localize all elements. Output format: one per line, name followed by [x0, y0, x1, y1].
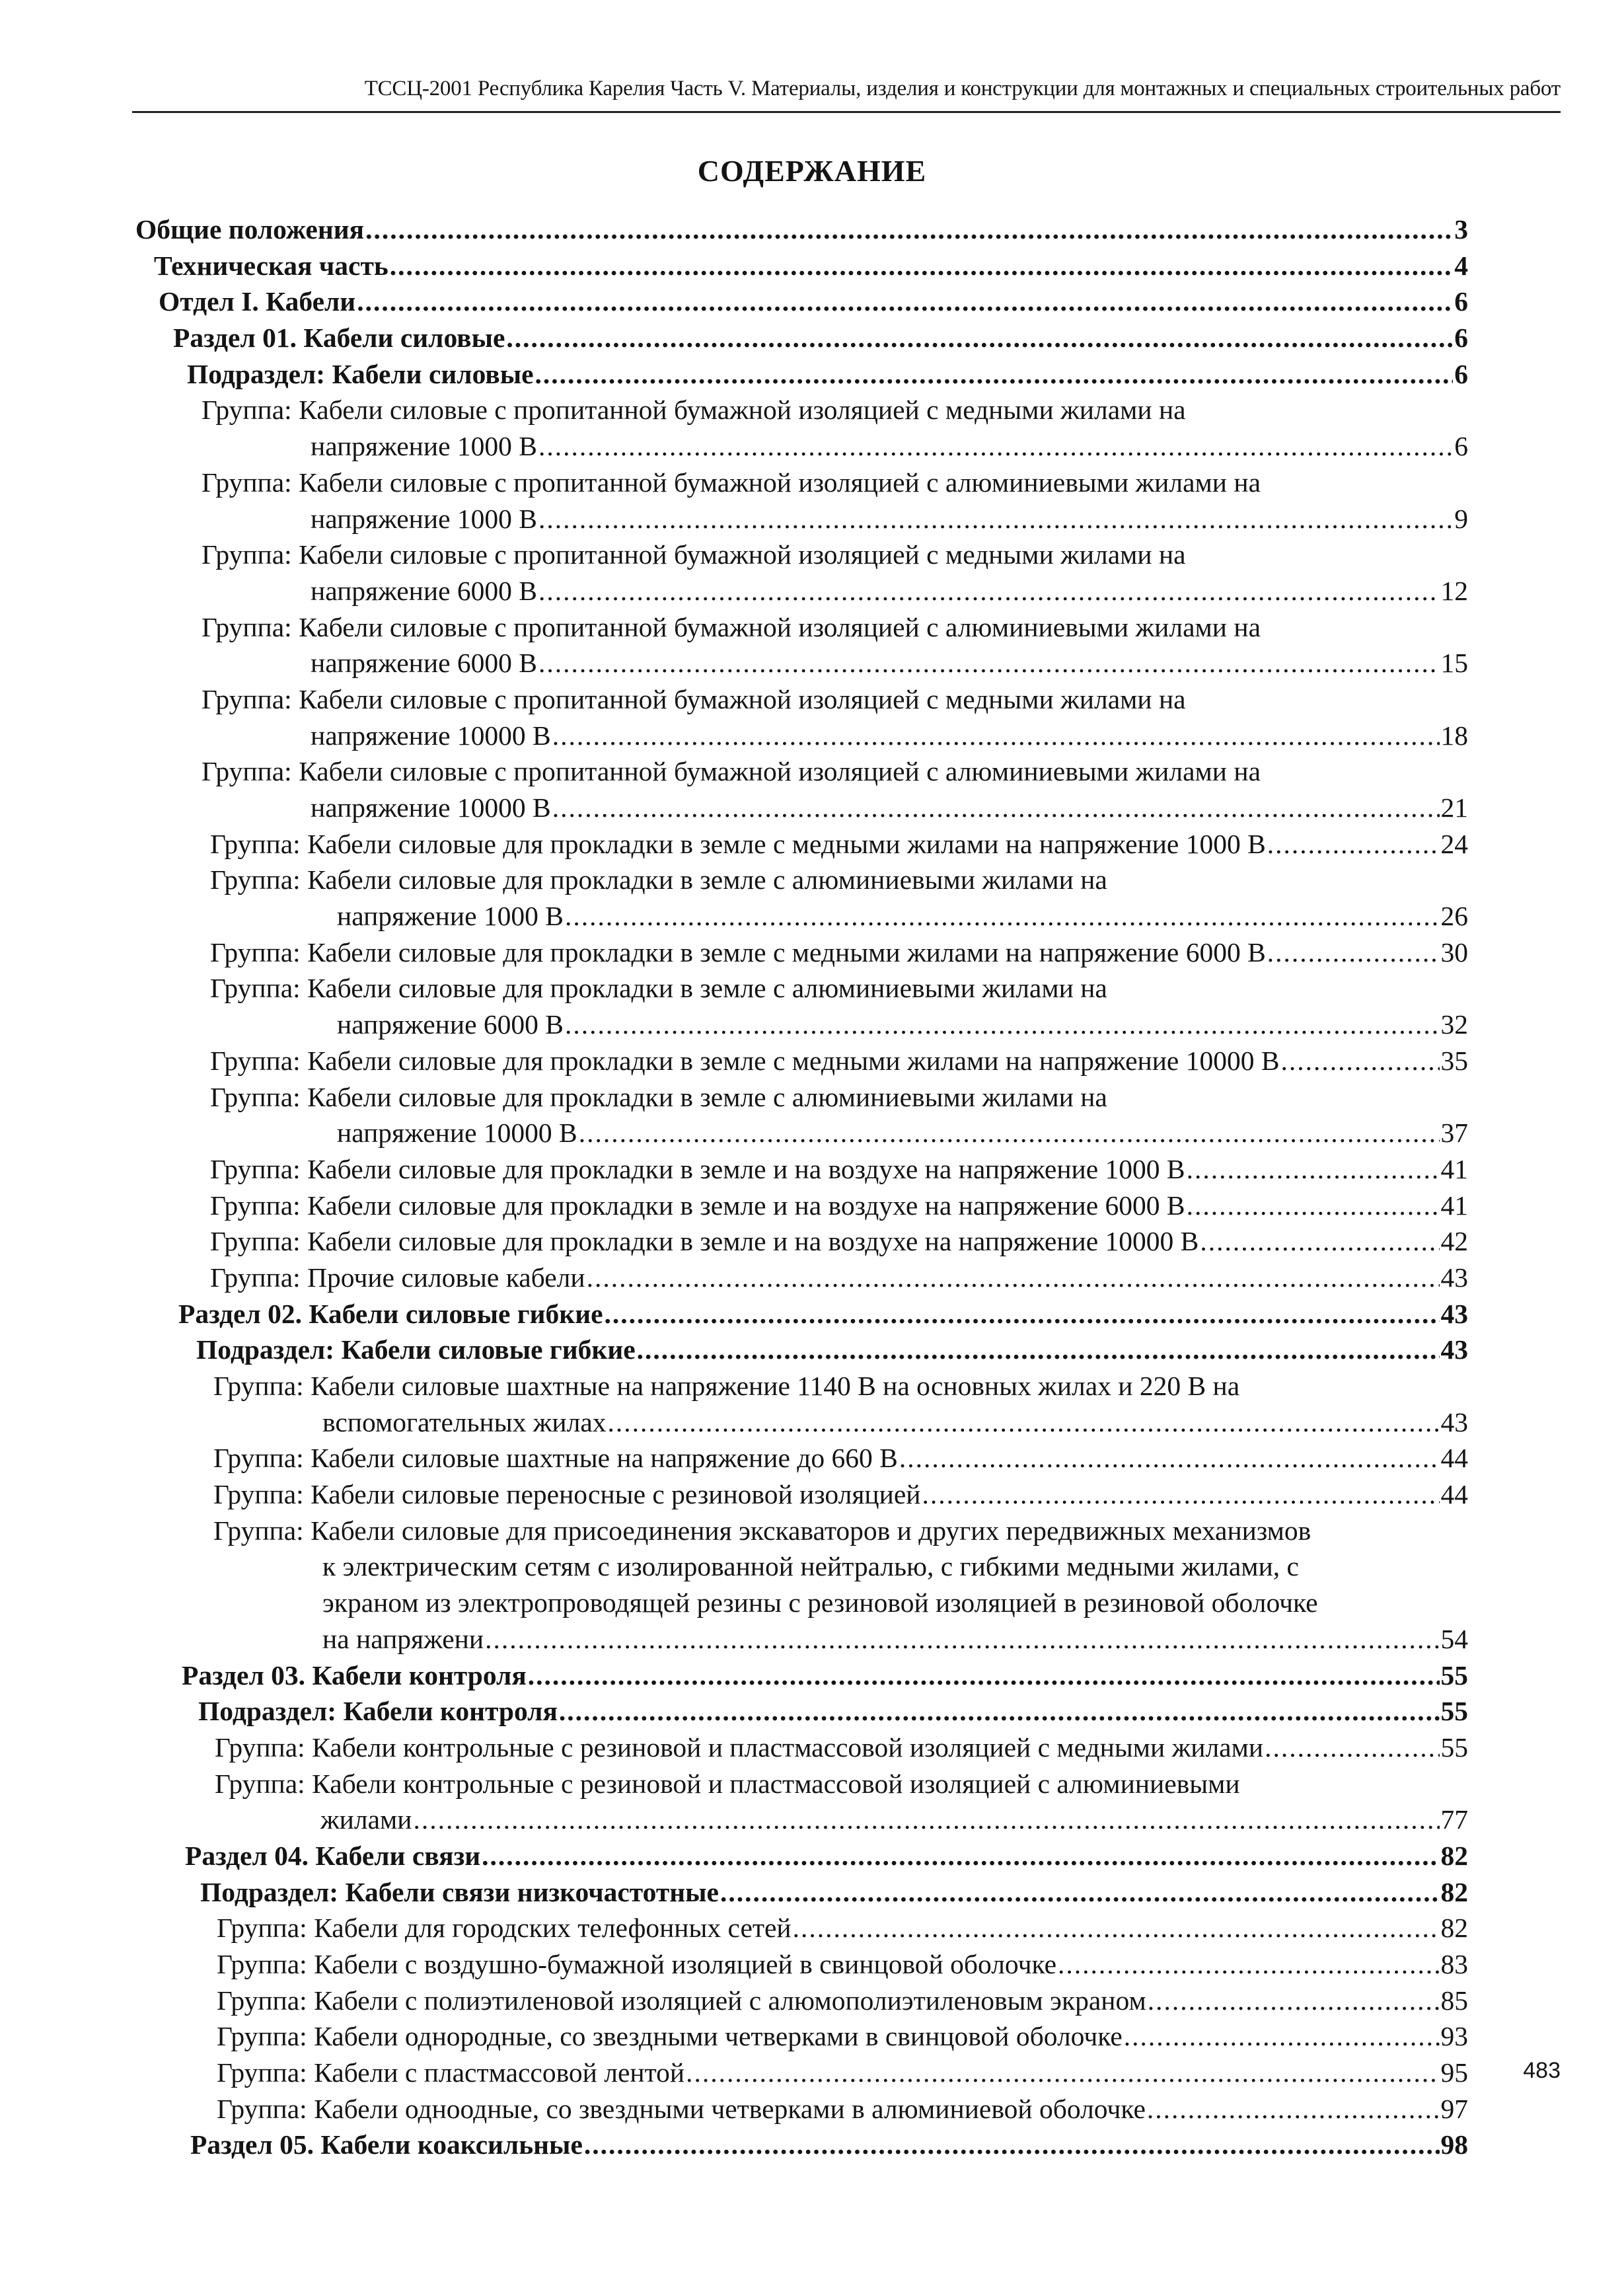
toc-entry-text: к электрическим сетям с изолированной нейтралью, с гибкими медными жилами, с [322, 1551, 1299, 1582]
toc-page-number: 43 [1440, 1406, 1468, 1437]
dot-leader [535, 356, 1454, 393]
toc-entry[interactable] [0, 681, 1624, 753]
toc-entry[interactable] [0, 1151, 1624, 1188]
toc-entry-text: Группа: Кабели силовые для прокладки в земле с алюминиевыми жилами на [210, 973, 1107, 1004]
dot-leader [413, 1802, 1439, 1838]
toc-page-number: 3 [1454, 214, 1468, 245]
toc-entry[interactable] [0, 465, 1624, 537]
toc-entry[interactable] [0, 2127, 1624, 2163]
toc-page-number: 93 [1440, 2021, 1468, 2052]
toc-entry-text: напряжение 10000 В [311, 792, 551, 823]
toc-entry[interactable] [0, 1476, 1624, 1513]
dot-leader [1058, 1946, 1439, 1983]
dot-leader [1265, 1730, 1439, 1766]
toc-entry-text: Подраздел: Кабели силовые [187, 358, 534, 389]
toc-entry[interactable] [0, 1766, 1624, 1838]
toc-entry[interactable] [0, 284, 1624, 320]
toc-page-number: 82 [1440, 1840, 1468, 1871]
toc-entry-text: Группа: Кабели силовые для прокладки в земле с медными жилами на напряжение 6000 В [210, 936, 1266, 968]
toc-entry-text: Группа: Кабели силовые для прокладки в земле и на воздухе на напряжение 10000 В [210, 1226, 1199, 1257]
toc-entry-text: напряжение 10000 В [311, 720, 551, 751]
toc-page-number: 82 [1440, 1876, 1468, 1907]
toc-page-number: 6 [1454, 431, 1468, 462]
toc-entry[interactable] [0, 934, 1624, 971]
toc-entry[interactable] [0, 1513, 1624, 1657]
toc-entry[interactable] [0, 1079, 1624, 1151]
toc-entry[interactable] [0, 1946, 1624, 1983]
toc-entry-text: Группа: Кабели силовые с пропитанной бумажной изоляцией с медными жилами на [202, 395, 1186, 426]
toc-entry-text: Группа: Кабели силовые для прокладки в земле с медными жилами на напряжение 1000 В [210, 828, 1266, 859]
toc-page-number: 41 [1440, 1190, 1468, 1221]
toc-entry[interactable] [0, 826, 1624, 862]
toc-entry-text: экраном из электропроводящей резины с резиновой изоляцией в резиновой оболочке [322, 1587, 1318, 1618]
toc-page-number: 95 [1440, 2057, 1468, 2088]
toc-entry-text: Подраздел: Кабели связи низкочастотные [200, 1876, 719, 1907]
toc-entry-text: Группа: Кабели с полиэтиленовой изоляцией с алюмополиэтиленовым экраном [217, 1985, 1146, 2016]
toc-entry[interactable] [0, 1368, 1624, 1440]
toc-entry-text: на напряжени [322, 1623, 484, 1654]
toc-entry[interactable] [0, 1223, 1624, 1260]
toc-page-number: 6 [1454, 286, 1468, 317]
dot-leader [686, 2055, 1439, 2091]
dot-leader [1187, 1151, 1440, 1188]
toc-page-number: 43 [1440, 1262, 1468, 1293]
toc-entry[interactable] [0, 356, 1624, 393]
dot-leader [357, 284, 1453, 320]
toc-page-number: 12 [1440, 575, 1468, 606]
toc-page-number: 98 [1440, 2129, 1468, 2160]
toc-entry-text: Группа: Кабели силовые для прокладки в земле с медными жилами на напряжение 10000 В [210, 1045, 1280, 1076]
toc-page-number: 43 [1440, 1334, 1468, 1365]
toc-entry-text: напряжение 6000 В [311, 648, 537, 679]
toc-entry[interactable] [0, 1440, 1624, 1476]
running-header-text: ТССЦ-2001 Республика Карелия Часть V. Материалы, изделия и конструкции для монтажных и специальных строительных работ [364, 77, 1561, 100]
dot-leader [720, 1874, 1440, 1911]
toc-page-number: 85 [1440, 1985, 1468, 2016]
toc-entry-text: Раздел 02. Кабели силовые гибкие [178, 1298, 603, 1329]
toc-entry[interactable] [0, 1910, 1624, 1946]
toc-entry[interactable] [0, 1838, 1624, 1874]
toc-entry-text: Группа: Кабели силовые для прокладки в земле с алюминиевыми жилами на [210, 864, 1107, 895]
page-title: СОДЕРЖАНИЕ [697, 154, 927, 188]
toc-page-number: 30 [1440, 936, 1468, 968]
toc-entry[interactable] [0, 2055, 1624, 2091]
toc-page-number: 37 [1440, 1118, 1468, 1149]
toc-entry-text: вспомогательных жилах [322, 1406, 607, 1437]
dot-leader [1148, 1983, 1440, 2019]
dot-leader [565, 1007, 1440, 1043]
toc-entry-text: Раздел 03. Кабели контроля [182, 1659, 527, 1691]
toc-entry[interactable] [0, 211, 1624, 248]
toc-page-number: 21 [1440, 792, 1468, 823]
toc-page-number: 41 [1440, 1153, 1468, 1184]
toc-entry[interactable] [0, 248, 1624, 284]
toc-entry-text: жилами [320, 1804, 412, 1835]
toc-entry-text: Группа: Кабели силовые с пропитанной бумажной изоляцией с алюминиевыми жилами на [202, 756, 1261, 787]
toc-page-number: 97 [1440, 2093, 1468, 2124]
toc-entry[interactable] [0, 1332, 1624, 1368]
dot-leader [552, 718, 1440, 754]
dot-leader [1281, 1043, 1440, 1079]
toc-page-number: 15 [1440, 648, 1468, 679]
toc-page-number: 18 [1440, 720, 1468, 751]
toc-entry-text: Группа: Кабели контрольные с резиновой и пластмассовой изоляцией с медными жилами [215, 1731, 1264, 1763]
toc-entry[interactable] [0, 2091, 1624, 2127]
page-number: 483 [1523, 2058, 1561, 2083]
toc-entry-text: Группа: Кабели силовые для прокладки в земле и на воздухе на напряжение 6000 В [210, 1190, 1185, 1221]
dot-leader [899, 1440, 1440, 1476]
toc-entry-text: Группа: Кабели силовые переносные с резиновой изоляцией [213, 1479, 921, 1510]
toc-page-number: 6 [1454, 358, 1468, 389]
toc-entry-text: Группа: Кабели с воздушно-бумажной изоляцией в свинцовой оболочке [217, 1949, 1057, 1979]
toc-entry[interactable] [0, 1693, 1624, 1730]
toc-entry-text: Раздел 05. Кабели коаксильные [190, 2129, 583, 2160]
toc-page-number: 82 [1440, 1913, 1468, 1944]
dot-leader [1267, 826, 1440, 862]
toc-page-number: 83 [1440, 1949, 1468, 1979]
running-header [132, 73, 1561, 113]
dot-leader [365, 211, 1453, 248]
dot-leader [608, 1404, 1440, 1441]
toc-entry-text: Группа: Кабели силовые для присоединения экскаваторов и других передвижных механизмов [213, 1515, 1311, 1546]
toc-page-number: 24 [1440, 828, 1468, 859]
toc-entry-text: Группа: Кабели силовые с пропитанной бумажной изоляцией с алюминиевыми жилами на [202, 467, 1261, 498]
dot-leader [482, 1838, 1439, 1874]
toc-entry-text: Группа: Кабели силовые для прокладки в земле с алюминиевыми жилами на [210, 1081, 1107, 1112]
dot-leader [605, 1296, 1440, 1332]
toc-entry-text: Общие положения [135, 214, 365, 245]
toc-entry-text: Группа: Кабели одноодные, со звездными четверками в алюминиевой оболочке [217, 2093, 1146, 2124]
toc-entry-text: напряжение 1000 В [337, 901, 564, 932]
toc-page-number: 77 [1440, 1804, 1468, 1835]
toc-entry-text: Группа: Кабели силовые для прокладки в земле и на воздухе на напряжение 1000 В [210, 1153, 1185, 1184]
toc-entry[interactable] [0, 537, 1624, 609]
toc-entry-text: Группа: Кабели силовые с пропитанной бумажной изоляцией с алюминиевыми жилами на [202, 611, 1261, 642]
dot-leader [552, 790, 1440, 826]
toc-entry-text: Раздел 01. Кабели силовые [173, 323, 505, 354]
toc-entry-text: Группа: Прочие силовые кабели [210, 1262, 585, 1293]
toc-entry-text: напряжение 6000 В [311, 575, 537, 606]
toc-entry-text: напряжение 1000 В [311, 431, 537, 462]
dot-leader [1200, 1223, 1439, 1260]
dot-leader [538, 428, 1453, 465]
toc-entry[interactable] [0, 1874, 1624, 1911]
dot-leader [506, 320, 1453, 356]
toc-page-number: 4 [1454, 250, 1468, 281]
toc-entry-text: Группа: Кабели силовые с пропитанной бумажной изоляцией с медными жилами на [202, 683, 1186, 714]
dot-leader [538, 645, 1440, 681]
toc-page-number: 43 [1440, 1298, 1468, 1329]
toc-entry-text: напряжение 6000 В [337, 1009, 564, 1040]
toc-page-number: 54 [1440, 1623, 1468, 1654]
toc-entry-text: Подраздел: Кабели контроля [198, 1696, 558, 1727]
toc-page-number: 55 [1440, 1696, 1468, 1727]
toc-entry-text: Группа: Кабели с пластмассовой лентой [217, 2057, 685, 2088]
dot-leader [485, 1621, 1439, 1657]
toc-entry-text: напряжение 1000 В [311, 503, 537, 534]
toc-page-number: 32 [1440, 1009, 1468, 1040]
toc-page-number: 44 [1440, 1479, 1468, 1510]
dot-leader [793, 1910, 1440, 1946]
dot-leader [1124, 2018, 1440, 2055]
dot-leader [1267, 934, 1440, 971]
toc-entry-text: напряжение 10000 В [337, 1118, 577, 1149]
dot-leader [1147, 2091, 1440, 2127]
dot-leader [565, 898, 1440, 934]
toc-page-number: 55 [1440, 1731, 1468, 1763]
dot-leader [528, 1657, 1440, 1694]
toc-entry[interactable] [0, 1043, 1624, 1079]
toc-entry[interactable] [0, 2018, 1624, 2055]
toc-entry-text: Группа: Кабели силовые шахтные на напряжение 1140 В на основных жилах и 220 В на [213, 1371, 1240, 1401]
dot-leader [559, 1693, 1440, 1730]
dot-leader [922, 1476, 1439, 1513]
toc-entry-text: Подраздел: Кабели силовые гибкие [196, 1334, 636, 1365]
toc-entry[interactable] [0, 320, 1624, 356]
toc-page-number: 35 [1440, 1045, 1468, 1076]
toc-entry-text: Раздел 04. Кабели связи [185, 1840, 481, 1871]
toc-entry-text: Отдел I. Кабели [159, 286, 356, 317]
toc-entry-text: Группа: Кабели силовые с пропитанной бумажной изоляцией с медными жилами на [202, 539, 1186, 570]
toc-entry[interactable] [0, 1260, 1624, 1296]
toc-entry[interactable] [0, 753, 1624, 825]
toc-entry-text: Группа: Кабели для городских телефонных сетей [217, 1913, 792, 1944]
toc-entry-text: Техническая часть [154, 250, 388, 281]
toc-entry[interactable] [0, 609, 1624, 681]
toc-entry[interactable] [0, 1188, 1624, 1224]
toc-page-number: 26 [1440, 901, 1468, 932]
toc-entry[interactable] [0, 392, 1624, 464]
toc-entry[interactable] [0, 862, 1624, 934]
toc-page-number: 9 [1454, 503, 1468, 534]
toc-page-number: 44 [1440, 1443, 1468, 1474]
toc-page-number: 42 [1440, 1226, 1468, 1257]
toc-page-number: 55 [1440, 1659, 1468, 1691]
dot-leader [1187, 1188, 1440, 1224]
toc-entry-text: Группа: Кабели контрольные с резиновой и пластмассовой изоляцией с алюминиевыми [215, 1768, 1240, 1799]
toc-entry[interactable] [0, 1657, 1624, 1694]
toc-entry[interactable] [0, 1983, 1624, 2019]
dot-leader [587, 1260, 1440, 1296]
dot-leader [390, 248, 1453, 284]
toc-entry[interactable] [0, 1730, 1624, 1766]
dot-leader [538, 501, 1453, 537]
toc-entry[interactable] [0, 970, 1624, 1042]
toc-entry-text: Группа: Кабели силовые шахтные на напряжение до 660 В [213, 1443, 898, 1474]
dot-leader [637, 1332, 1440, 1368]
toc-entry-text: Группа: Кабели однородные, со звездными четверками в свинцовой оболочке [217, 2021, 1123, 2052]
dot-leader [579, 1115, 1440, 1151]
dot-leader [538, 573, 1440, 609]
table-of-contents [0, 211, 1624, 2163]
dot-leader [584, 2127, 1440, 2163]
toc-page-number: 6 [1454, 323, 1468, 354]
toc-entry[interactable] [0, 1296, 1624, 1332]
